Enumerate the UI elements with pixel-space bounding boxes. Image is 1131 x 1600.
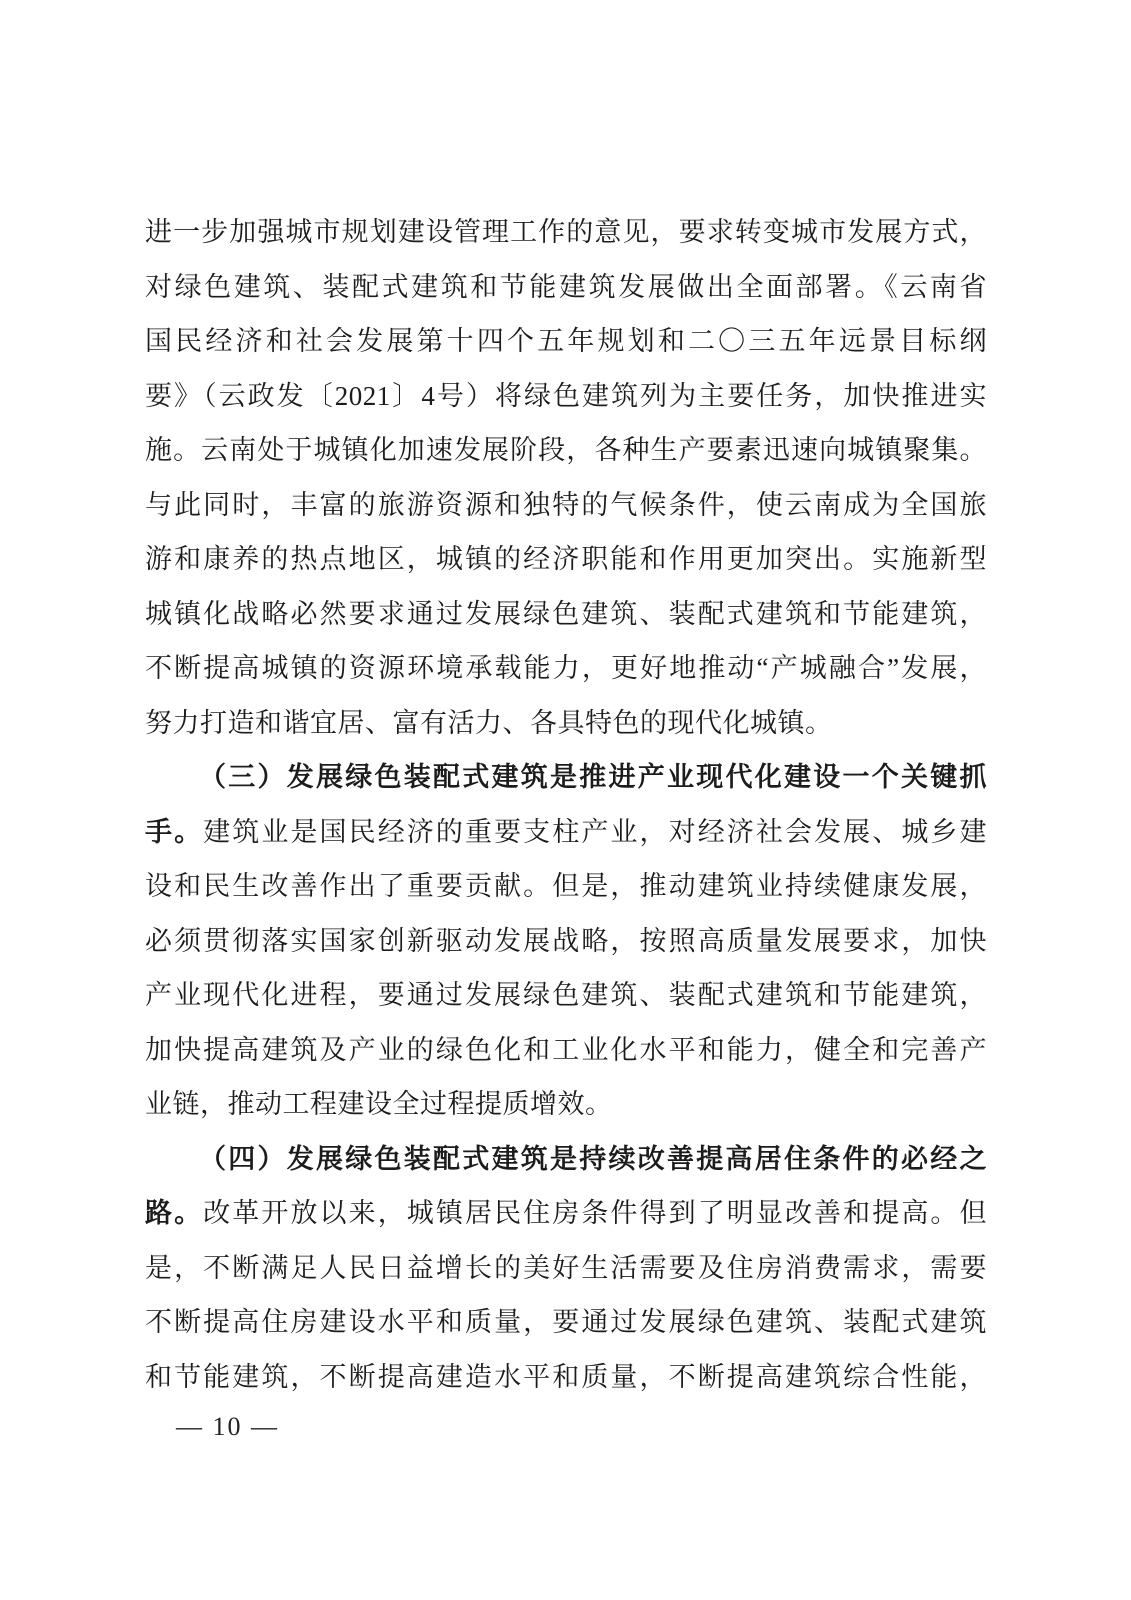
text-line: [145, 478, 987, 533]
heading-text: 手。: [145, 816, 204, 847]
text-line: [145, 641, 987, 696]
text-line: [145, 1077, 987, 1132]
text-line: [145, 260, 987, 315]
body-text: 游和康养的热点地区，城镇的经济职能和作用更加突出。实施新型: [145, 544, 987, 574]
text-line: [145, 205, 987, 260]
body-text: 对绿色建筑、装配式建筑和节能建筑发展做出全面部署。《云南省: [145, 271, 987, 302]
heading-text: （四）发展绿色装配式建筑是持续改善提高居住条件的必经之: [199, 1143, 987, 1174]
text-line: [145, 1023, 987, 1078]
body-text: 城镇化战略必然要求通过发展绿色建筑、装配式建筑和节能建筑，: [145, 598, 987, 629]
text-line: [145, 696, 987, 751]
body-text: 和节能建筑，不断提高建造水平和质量，不断提高建筑综合性能，: [145, 1361, 987, 1392]
body-text: 与此同时，丰富的旅游资源和独特的气候条件，使云南成为全国旅: [145, 489, 987, 520]
body-text: 要》（云政发〔2021〕4号）将绿色建筑列为主要任务，加快推进实: [145, 380, 987, 411]
text-line: [145, 914, 987, 969]
text-line: [145, 859, 987, 914]
text-line: [145, 968, 987, 1023]
text-line: [145, 587, 987, 642]
text-line: [145, 1186, 987, 1241]
text-line: [145, 1241, 987, 1296]
body-text: 建筑业是国民经济的重要支柱产业，对经济社会发展、城乡建: [203, 816, 987, 847]
body-text: 是，不断满足人民日益增长的美好生活需要及住房消费需求，需要: [145, 1252, 987, 1283]
body-text: 设和民生改善作出了重要贡献。但是，推动建筑业持续健康发展，: [145, 871, 987, 901]
text-line: [145, 314, 987, 369]
text-line: [145, 369, 987, 424]
text-line: [145, 423, 987, 478]
text-line: [145, 532, 987, 587]
heading-text: 路。: [145, 1198, 204, 1228]
body-text: 努力打造和谐宜居、富有活力、各具特色的现代化城镇。: [145, 707, 833, 738]
body-text: 加快提高建筑及产业的绿色化和工业化水平和能力，健全和完善产: [145, 1034, 987, 1065]
body-text: 不断提高城镇的资源环境承载能力，更好地推动“产城融合”发展，: [145, 653, 987, 683]
text-line: [145, 1350, 987, 1405]
text-line: [145, 1295, 987, 1350]
body-text: 进一步加强城市规划建设管理工作的意见，要求转变城市发展方式，: [145, 217, 987, 247]
page-number: — 10 —: [176, 1412, 279, 1441]
text-line: [145, 1132, 987, 1187]
body-text: 国民经济和社会发展第十四个五年规划和二〇三五年远景目标纲: [145, 326, 987, 356]
body-text: 必须贯彻落实国家创新驱动发展战略，按照高质量发展要求，加快: [145, 925, 987, 956]
body-text: 业链，推动工程建设全过程提质增效。: [145, 1089, 613, 1119]
body-text: 施。云南处于城镇化加速发展阶段，各种生产要素迅速向城镇聚集。: [145, 435, 987, 465]
text-line: [145, 750, 987, 805]
body-text: 改革开放以来，城镇居民住房条件得到了明显改善和提高。但: [203, 1198, 987, 1228]
body-text: 产业现代化进程，要通过发展绿色建筑、装配式建筑和节能建筑，: [145, 980, 987, 1010]
body-text: 不断提高住房建设水平和质量，要通过发展绿色建筑、装配式建筑: [145, 1307, 987, 1337]
text-line: [145, 805, 987, 860]
document-content: [145, 205, 987, 1404]
heading-text: （三）发展绿色装配式建筑是推进产业现代化建设一个关键抓: [199, 762, 987, 792]
